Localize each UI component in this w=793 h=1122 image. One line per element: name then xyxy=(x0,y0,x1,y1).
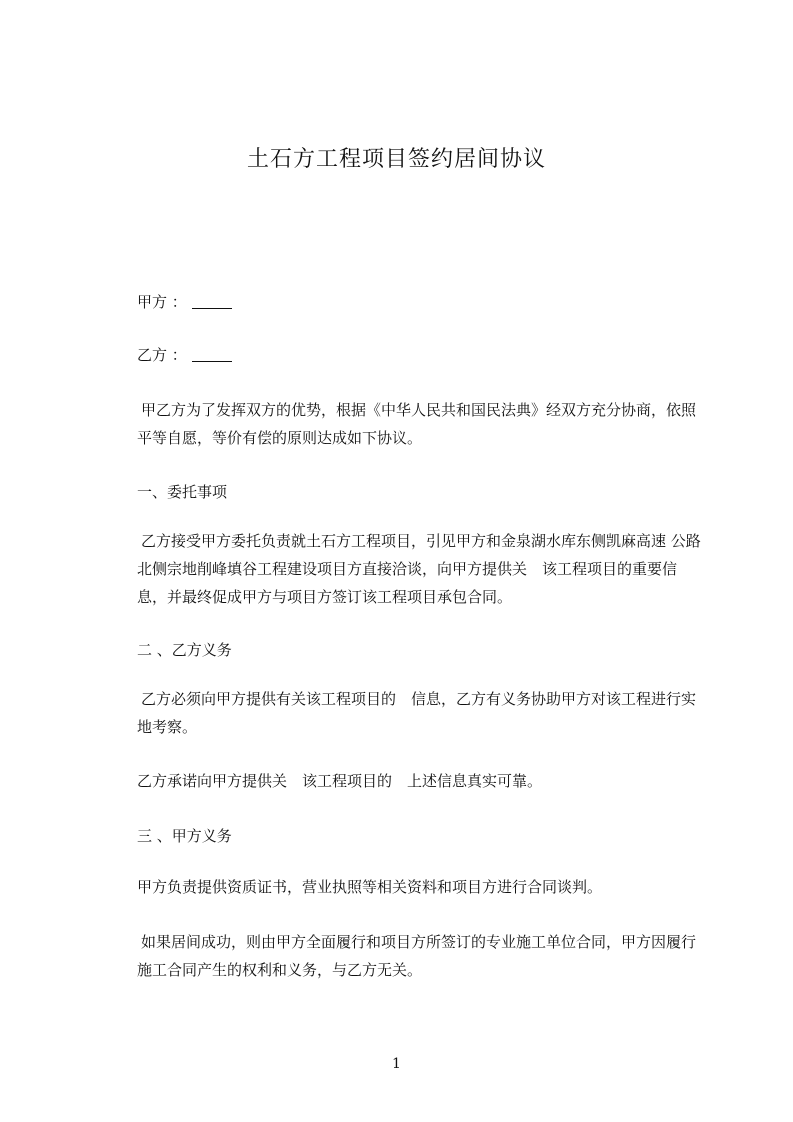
section1-heading: 一、委托事项 xyxy=(137,483,228,501)
party-a-label: 甲方 ： xyxy=(137,293,187,311)
section1-text: 乙方接受甲方委托负责就土石方工程项目，引见甲方和金泉湖水库东侧凯麻高速 公路北侧宗地削峰填谷工程建设项目方直接洽谈，向甲方提供关 该工程项目的重要信息，并最终促成甲方与项目方签订该工程项目承包合同。 xyxy=(137,532,701,606)
section2-paragraph-1 xyxy=(137,685,705,741)
party-b-blank xyxy=(192,347,232,362)
party-a-blank xyxy=(192,294,232,309)
section3-paragraph-2 xyxy=(137,928,705,984)
section3-text-1: 甲方负责提供资质证书，营业执照等相关资料和项目方进行合同谈判。 xyxy=(137,878,603,896)
intro-text: 甲乙方为了发挥双方的优势，根据《中华人民共和国民法典》经双方充分协商，依照平等自愿，等价有偿的原则达成如下协议。 xyxy=(137,401,697,447)
section1-paragraph xyxy=(137,527,705,611)
section3-paragraph-1 xyxy=(137,873,705,901)
intro-paragraph xyxy=(137,396,705,452)
section3-text-2: 如果居间成功，则由甲方全面履行和项目方所签订的专业施工单位合同，甲方因履行施工合同产生的权利和义务，与乙方无关。 xyxy=(137,933,697,979)
section2-paragraph-2 xyxy=(137,767,705,795)
party-b-label: 乙方 ： xyxy=(137,346,187,364)
section2-text-2: 乙方承诺向甲方提供关 该工程项目的 上述信息真实可靠。 xyxy=(137,772,543,790)
section2-text-1: 乙方必须向甲方提供有关该工程项目的 信息，乙方有义务协助甲方对该工程进行实地考察。 xyxy=(137,690,697,736)
party-a-line xyxy=(137,292,232,312)
section3-heading: 三 、甲方义务 xyxy=(137,827,232,845)
page-number: 1 xyxy=(392,1056,401,1072)
section2-heading: 二 、乙方义务 xyxy=(137,641,232,659)
document-title: 土石方工程项目签约居间协议 xyxy=(246,147,546,172)
party-b-line xyxy=(137,345,232,365)
